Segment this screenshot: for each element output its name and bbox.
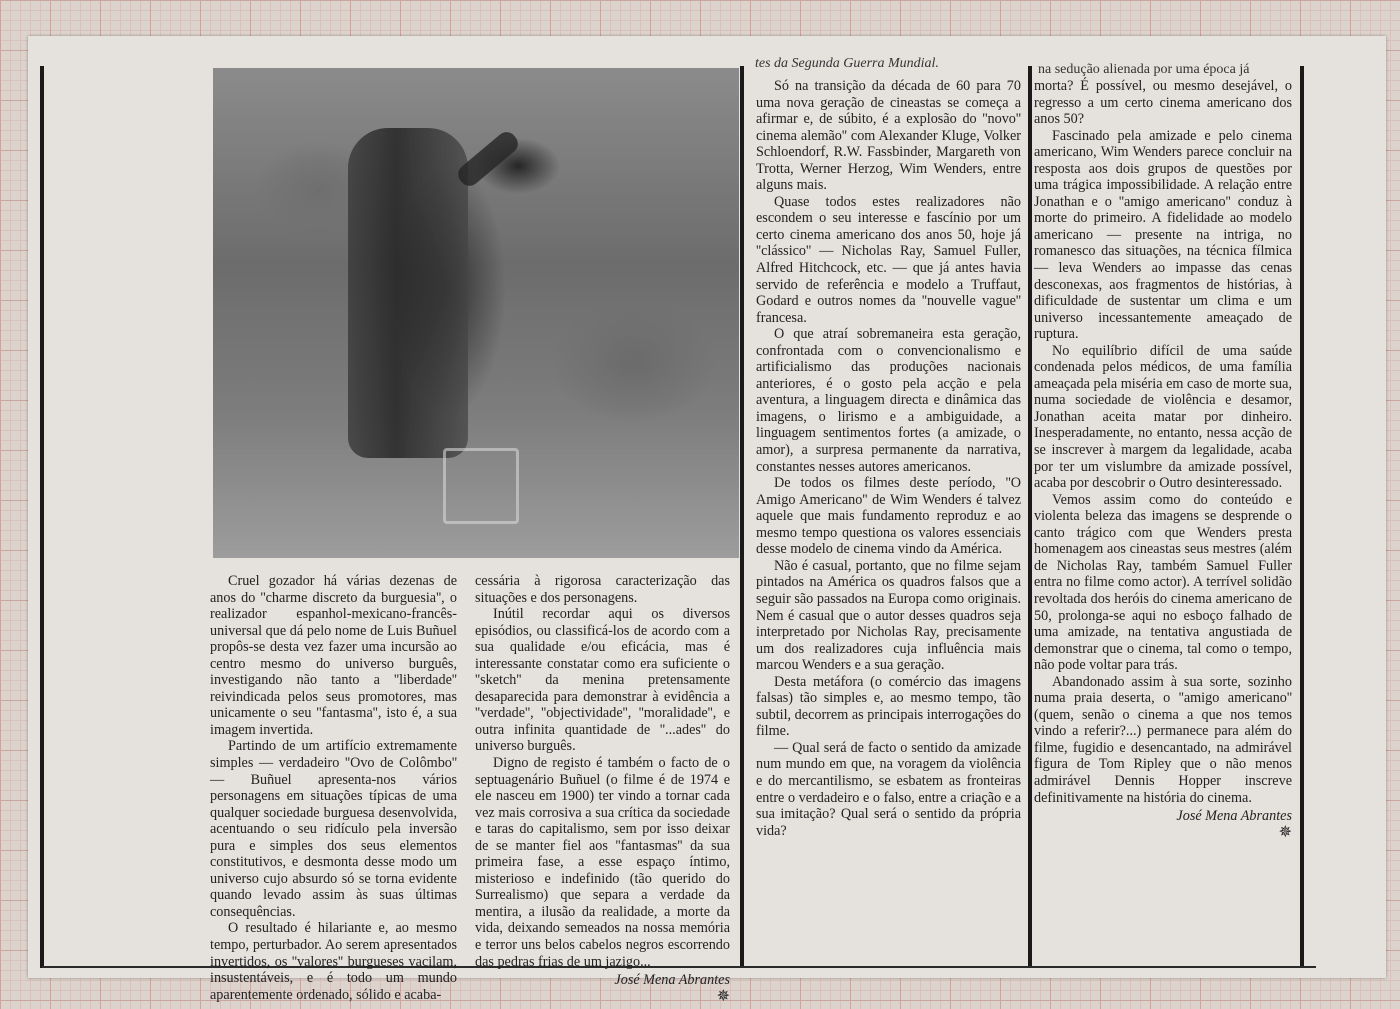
paragraph: Inútil recordar aqui os diversos episódios, ou classificá-los de acordo com a sua qualidade e/ou eficácia, mas é interessante constatar como era suficiente o ''sketch'' da menina pretensamente desaparecida para demonstrar à evidência a ''verdade'', ''objectividade'', ''moralidade'', e outra infinita quantidade de ''...ades'' do universo burguês. (475, 606, 730, 755)
photo-figure (348, 128, 468, 458)
paragraph: Só na transição da década de 60 para 70 uma nova geração de cineastas se começa a afirmar e, de súbito, é a explosão do ''novo'' cinema alemão'' com Alexander Kluge, Volker Schloendorf, R.W. Fassbinder, Margareth von Trotta, Werner Herzog, Wim Wenders, entre alguns mais. (756, 78, 1021, 194)
paragraph: cessária à rigorosa caracterização das situações e dos personagens. (475, 573, 730, 606)
paragraph: morta? É possível, ou mesmo desejável, o regresso a um certo cinema americano dos anos 50? (1034, 78, 1292, 128)
paragraph: O resultado é hilariante e, ao mesmo tempo, perturbador. Ao serem apresentados invertidos, os ''valores'' burgueses vacilam, insustentáveis, e é todo um mundo aparentemente ordenado, sólido e acaba- (210, 920, 457, 1003)
cut-off-line-col3: tes da Segunda Guerra Mundial. (755, 56, 939, 71)
column-rule-center-right (1028, 66, 1032, 968)
paragraph: No equilíbrio difícil de uma saúde condenada pelos médicos, de uma família ameaçada pela miséria em caso de morte sua, numa sociedade de violência e desamor, Jonathan aceita matar por dinheiro. Inesperadamente, no entanto, nessa acção de se inscrever à margem da legalidade, acaba por ter um vislumbre da amizade possível, acaba por descobrir o Outro desinteressado. (1034, 342, 1292, 492)
article-column-4 (1034, 78, 1292, 973)
photo-chair (443, 448, 519, 524)
article-column-2 (475, 573, 730, 1005)
author-signature: José Mena Abrantes (614, 972, 730, 989)
paragraph: Não é casual, portanto, que no filme sejam pintados na América os quadros falsos que a seguir são passados na Europa como originais. Nem é casual que o autor desses quadros seja interpretado por Nicholas Ray, precisamente um dos realizadores cuja influência mais marcou Wenders e a sua geração. (756, 557, 1021, 674)
paragraph: Desta metáfora (o comércio das imagens falsas) tão simples e, ao mesmo tempo, tão subtil, decorrem as principais interrogações do filme. (756, 673, 1021, 740)
film-still-photo (213, 68, 739, 558)
author-signature: José Mena Abrantes (1176, 808, 1292, 825)
paragraph: — Qual será de facto o sentido da amizade num mundo em que, na voragem da violência e do mercantilismo, se esbatem as fronteiras entre o verdadeiro e o falso, entre a criação e a sua imitação? Qual será o sentido da própria vida? (756, 739, 1021, 839)
paragraph: Vemos assim como do conteúdo e violenta beleza das imagens se desprende o canto trágico com que Wenders presta homenagem aos cineastas seus mestres (além de Nicholas Ray, também Samuel Fuller entra no filme como actor). A terrível solidão revoltada dos heróis do cinema americano de 50, prolonga-se aqui no esboço falhado de uma amizade, na tentativa angustiada de demonstrar que o cinema, tal como o tempo, não pode voltar para trás. (1034, 491, 1292, 674)
paragraph: Partindo de um artifício extremamente simples — verdadeiro ''Ovo de Colômbo'' — Buñuel apresenta-nos vários personagens em situações típicas de uma qualquer sociedade burguesa desenvolvida, acentuando o seu ridículo pela inversão pura e simples dos seus elementos constitutivos, e desmonta desse modo um universo cujo absurdo só se torna evidente quando levado assim às suas últimas consequências. (210, 738, 457, 920)
end-star-icon: ✵ (716, 987, 730, 1005)
paragraph: Quase todos estes realizadores não escondem o seu interesse e fascínio por um certo cinema americano dos anos 50, hoje já ''clássico'' — Nicholas Ray, Samuel Fuller, Alfred Hitchcock, etc. — que já antes havia servido de referência e modelo a Truffaut, Godard e outros nomes da ''nouvelle vague'' francesa. (756, 193, 1021, 326)
cut-off-line-col4: na sedução alienada por uma época já (1038, 62, 1250, 77)
column-rule-right (1300, 66, 1304, 968)
paragraph: O que atraí sobremaneira esta geração, confrontada com o convencionalismo e artificialismo das produções nacionais anteriores, é o gosto pela acção e pela aventura, a linguagem directa e dinâmica das imagens, o lirismo e a ambiguidade, a linguagem sentimentos fortes (a amizade, o amor), a surpresa permanente da narrativa, constantes nesses autores americanos. (756, 326, 1021, 475)
paragraph: Fascinado pela amizade e pelo cinema americano, Wim Wenders parece concluir na resposta aos dois grupos de questões por uma trágica impossibilidade. A relação entre Jonathan e o ''amigo americano'' conduz à morte do primeiro. A fidelidade ao modelo americano — presente na intriga, no romanesco das situações, na técnica fílmica — leva Wenders ao impasse das cenas desconexas, aos fragmentos de histórias, à dificuldade de sustentar um clima e um universo incessantemente ameaçado de ruptura. (1034, 127, 1292, 343)
paragraph: Cruel gozador há várias dezenas de anos do ''charme discreto da burguesia'', o realizador espanhol-mexicano-francês-universal que dá pelo nome de Luis Buñuel propôs-se desta vez fazer uma incursão ao centro mesmo do universo burguês, investigando não tanto a ''liberdade'' reivindicada pelos seus promotores, mas unicamente o seu ''fantasma'', isto é, a sua imagem invertida. (210, 573, 457, 738)
paragraph: Abandonado assim à sua sorte, sozinho numa praia deserta, o ''amigo americano'' (quem, senão o cinema a que nos temos vindo a referir?...) permanece para além do filme, fugidio e desencantado, na admirável figura de Tom Ripley que o não menos admirável Dennis Hopper inscreve definitivamente na história do cinema. (1034, 673, 1292, 806)
column-rule-center-left (740, 66, 744, 968)
newspaper-clipping (28, 36, 1386, 1005)
article-column-1 (210, 573, 457, 1003)
paragraph: Digno de registo é também o facto de o septuagenário Buñuel (o filme é de 1974 e ele nasceu em 1900) ter vindo a tornar cada vez mais corrosiva a sua crítica da sociedade e taras do capitalismo, sem por isso deixar de se manter fiel aos ''fantasmas'' da sua primeira fase, a esse espaço íntimo, misterioso e indefinido (tão querido do Surrealismo) que separa a verdade da mentira, a ilusão da realidade, a morte da vida, deixando semeados na nossa memória e terror uns belos cabelos negros escorrendo das pedras frias de um jazigo... (475, 755, 730, 970)
paragraph: De todos os filmes deste período, ''O Amigo Americano'' de Wim Wenders é talvez aquele que mais fundamento reproduz e ao mesmo tempo questiona os valores essenciais desse modelo de cinema vindo da América. (756, 475, 1021, 558)
article-column-3 (756, 78, 1021, 973)
column-rule-left (40, 66, 44, 968)
end-star-icon: ✵ (1278, 823, 1292, 841)
